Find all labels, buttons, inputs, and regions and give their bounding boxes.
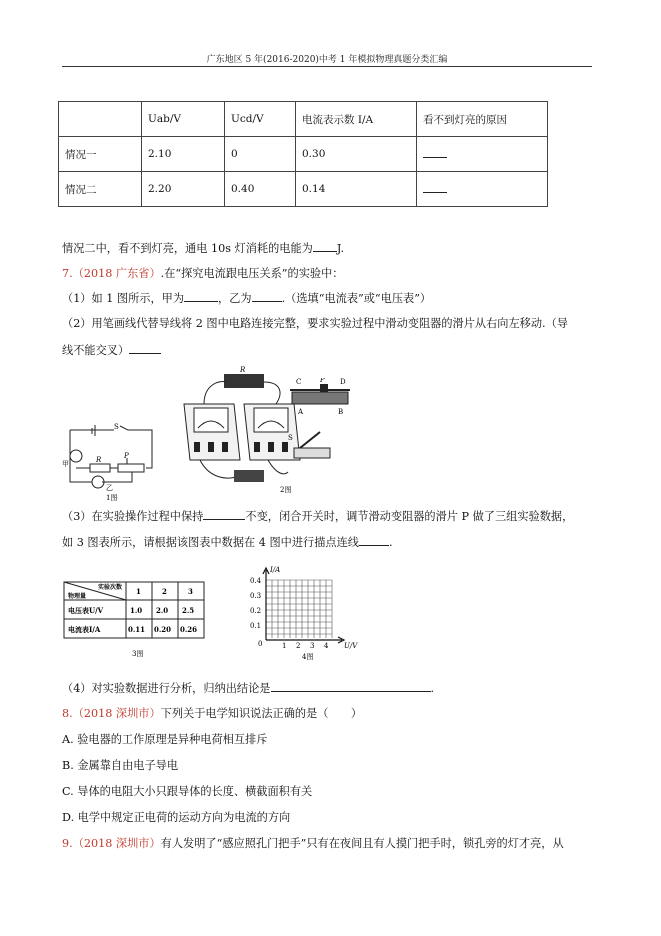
header-rule bbox=[62, 66, 592, 67]
q7-stem bbox=[62, 266, 343, 282]
blank-line bbox=[423, 182, 447, 193]
table-header-cell: Uab/V bbox=[142, 102, 225, 137]
cell-value: 0.20 bbox=[154, 625, 172, 634]
text: （1）如 1 图所示，甲为 bbox=[62, 292, 185, 305]
cell-uab: 2.10 bbox=[142, 137, 225, 172]
resistor-block bbox=[224, 374, 264, 388]
text: . bbox=[430, 682, 435, 695]
label-a: A bbox=[298, 408, 304, 416]
question-number: 8. bbox=[62, 707, 73, 720]
label-d: D bbox=[340, 378, 346, 386]
cell-uab: 2.20 bbox=[142, 172, 225, 207]
cell-current: 0.30 bbox=[296, 137, 417, 172]
x-tick-label: 1 bbox=[282, 642, 287, 650]
switch bbox=[294, 448, 330, 458]
q8-option-d: D. 电学中规定正电荷的运动方向为电流的方向 bbox=[62, 811, 291, 824]
q6-tail bbox=[62, 240, 344, 257]
question-text: .在“探究电流跟电压关系”的实验中： bbox=[160, 267, 344, 280]
label-p: P bbox=[124, 452, 129, 460]
figure-caption: 2图 bbox=[280, 486, 292, 494]
label-c: C bbox=[296, 378, 302, 386]
col-header: 1 bbox=[136, 587, 141, 596]
cell-value: 1.0 bbox=[130, 606, 143, 615]
circuit-diagram-figure-1 bbox=[62, 416, 162, 502]
cell-value: 0.26 bbox=[180, 625, 198, 634]
row-label: 电压表U/V bbox=[68, 606, 104, 615]
question-source: （2018 广东省） bbox=[72, 267, 161, 280]
figure-caption: 4图 bbox=[302, 653, 314, 661]
answer-blank bbox=[417, 137, 548, 172]
q7-part3-line1 bbox=[62, 508, 573, 525]
label-r: R bbox=[240, 366, 246, 374]
row-label: 电流表I/A bbox=[68, 625, 101, 634]
table-header-row bbox=[59, 102, 548, 137]
text: （3）在实验操作过程中保持 bbox=[62, 510, 204, 523]
text: 线不能交叉） bbox=[62, 344, 130, 357]
text: .（选填“电流表”或“电压表”） bbox=[281, 292, 432, 305]
q7-part3-line2 bbox=[62, 534, 393, 551]
question-source: （2018 深圳市） bbox=[72, 837, 161, 850]
blank-line bbox=[423, 147, 447, 158]
q6-unit: J. bbox=[336, 242, 345, 255]
y-axis-label: I/A bbox=[270, 566, 281, 574]
x-axis-label: U/V bbox=[344, 642, 358, 650]
answer-blank bbox=[313, 240, 337, 252]
answer-blank bbox=[129, 342, 161, 354]
q8-stem bbox=[62, 706, 362, 722]
corner-top: 实验次数 bbox=[98, 584, 123, 591]
slider bbox=[320, 384, 328, 392]
answer-blank bbox=[417, 172, 548, 207]
page-header: 广东地区 5 年(2016-2020)中考 1 年模拟物理真题分类汇编 bbox=[206, 55, 448, 65]
text: 如 3 图表所示，请根据该图表中数据在 4 图中进行描点连线 bbox=[62, 536, 359, 549]
rheostat-and-switch bbox=[286, 378, 356, 474]
y-tick-label: 0 bbox=[258, 640, 263, 648]
label-b: B bbox=[338, 408, 344, 416]
answer-blank bbox=[359, 534, 389, 546]
question-number: 7. bbox=[62, 267, 73, 280]
table-row bbox=[59, 137, 548, 172]
cell-value: 2.0 bbox=[156, 606, 169, 615]
text: （4）对实验数据进行分析，归纳出结论是 bbox=[62, 682, 271, 695]
label-r: R bbox=[96, 456, 102, 464]
measurement-table bbox=[58, 101, 548, 207]
x-tick-label: 3 bbox=[310, 642, 315, 650]
cell-current: 0.14 bbox=[296, 172, 417, 207]
answer-blank bbox=[271, 680, 431, 692]
question-number: 9. bbox=[62, 837, 73, 850]
table-header-cell: Ucd/V bbox=[225, 102, 296, 137]
label-s: S bbox=[114, 423, 119, 431]
text: 不变，闭合开关时，调节滑动变阻器的滑片 P 做了三组实验数据， bbox=[245, 510, 574, 523]
cell-value: 0.11 bbox=[128, 625, 146, 634]
q7-part2-line2 bbox=[62, 342, 161, 359]
y-tick-label: 0.3 bbox=[250, 592, 262, 600]
q7-part2-line1: （2）用笔画线代替导线将 2 图中电路连接完整，要求实验过程中滑动变阻器的滑片从右向左移动.（导 bbox=[62, 317, 568, 330]
figure-caption: 1图 bbox=[106, 494, 118, 502]
q8-option-c: C. 导体的电阻大小只跟导体的长度、横截面积有关 bbox=[62, 785, 313, 798]
voltmeter bbox=[184, 404, 240, 460]
question-text: 有人发明了“感应照孔门把手”只有在夜间且有人摸门把手时，锁孔旁的灯才亮，从 bbox=[160, 837, 564, 850]
label-s: S bbox=[288, 434, 293, 442]
corner-bottom: 物理量 bbox=[68, 593, 87, 600]
answer-blank bbox=[252, 290, 282, 302]
col-header: 3 bbox=[188, 587, 193, 596]
label-jia: 甲 bbox=[62, 460, 69, 468]
question-source: （2018 深圳市） bbox=[72, 707, 161, 720]
table-header-cell bbox=[59, 102, 142, 137]
cell-ucd: 0 bbox=[225, 137, 296, 172]
table-row bbox=[59, 172, 548, 207]
col-header: 2 bbox=[162, 587, 167, 596]
table-header-cell: 电流表示数 I/A bbox=[296, 102, 417, 137]
q7-part4 bbox=[62, 680, 434, 697]
text: ，乙为 bbox=[218, 292, 252, 305]
q9-stem bbox=[62, 836, 564, 852]
y-tick-label: 0.1 bbox=[250, 622, 262, 630]
q6-tail-text: 情况二中，看不到灯亮，通电 10s 灯消耗的电能为 bbox=[62, 242, 313, 255]
x-tick-label: 2 bbox=[296, 642, 301, 650]
y-tick-label: 0.2 bbox=[250, 607, 262, 615]
q7-part1 bbox=[62, 290, 431, 307]
label-yi: 乙 bbox=[106, 484, 113, 492]
text: . bbox=[388, 536, 393, 549]
y-tick-label: 0.4 bbox=[250, 577, 262, 585]
table-header-cell: 看不到灯亮的原因 bbox=[417, 102, 548, 137]
q8-option-b: B. 金属靠自由电子导电 bbox=[62, 759, 179, 772]
grid-graph-figure-4 bbox=[248, 562, 364, 662]
figure-caption: 3图 bbox=[132, 650, 144, 658]
label-p: P bbox=[320, 378, 325, 384]
x-tick-label: 4 bbox=[324, 642, 329, 650]
row-label: 情况一 bbox=[59, 137, 142, 172]
answer-blank bbox=[203, 508, 245, 520]
row-label: 情况二 bbox=[59, 172, 142, 207]
answer-blank bbox=[184, 290, 218, 302]
battery bbox=[234, 470, 264, 482]
cell-value: 2.5 bbox=[182, 606, 195, 615]
data-table-figure-3 bbox=[62, 580, 212, 660]
rheostat bbox=[292, 392, 348, 404]
question-text: 下列关于电学知识说法正确的是（ ） bbox=[160, 707, 363, 720]
q8-option-a: A. 验电器的工作原理是异种电荷相互排斥 bbox=[62, 733, 268, 746]
cell-ucd: 0.40 bbox=[225, 172, 296, 207]
